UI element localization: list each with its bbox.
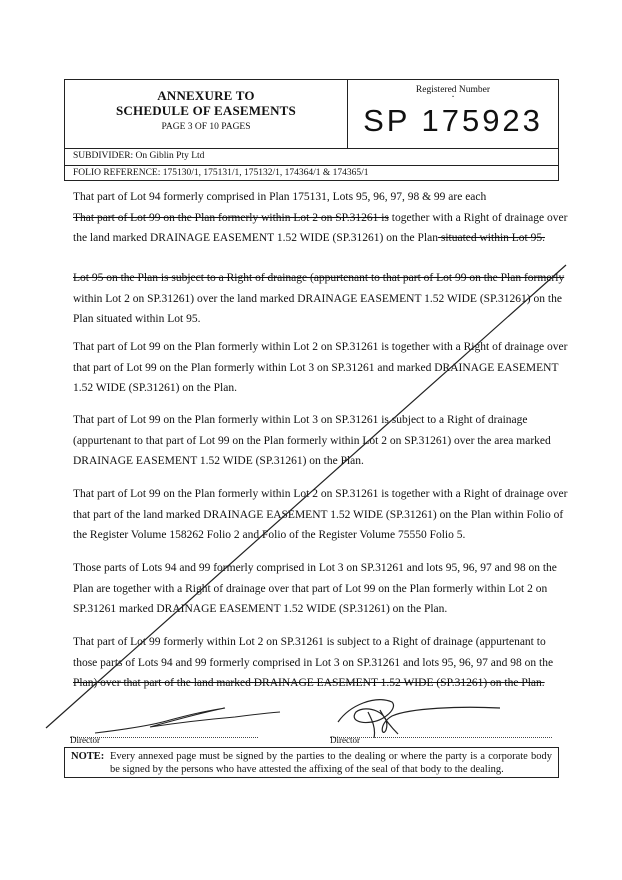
text-run: the Register Volume 158262 Folio 2 and Folio of the Register Volume 75550 Folio 5. — [73, 529, 466, 541]
struck-text: Plan) over that part of the land marked DRAINAGE EASEMENT 1.52 WIDE (SP.31261) on the Plan. — [73, 677, 545, 689]
folio-reference-row: FOLIO REFERENCE: 175130/1, 175131/1, 175132/1, 174364/1 & 174365/1 — [65, 165, 558, 182]
title-line-1: ANNEXURE TO — [157, 88, 255, 103]
text-run: That part of Lot 99 on the Plan formerly within Lot 2 on SP.31261 is together with a Right of drainage over — [73, 341, 568, 353]
text-run: Plan are together with a Right of drainage over that part of Lot 99 on the Plan formerly within Lot 2 on — [73, 582, 548, 595]
text-run: SP.31261 marked DRAINAGE EASEMENT 1.52 WIDE (SP.31261) on the Plan. — [73, 603, 448, 615]
title-line-2: SCHEDULE OF EASEMENTS — [116, 103, 296, 118]
text-run: That part of Lot 94 formerly comprised in Plan 175131, Lots 95, 96, 97, 98 & 99 are each — [73, 191, 487, 203]
text-run: 1.52 WIDE (SP.31261) on the Plan. — [73, 382, 237, 394]
text-run: DRAINAGE EASEMENT 1.52 WIDE (SP.31261) on the Plan. — [73, 455, 364, 467]
struck-text: That part of Lot 99 on the Plan formerly within Lot 2 on SP.31261 is — [73, 211, 389, 224]
note-box — [64, 747, 559, 778]
note-text: Every annexed page must be signed by the parties to the dealing or where the party is a corporate body be signed by the persons who have attested the affixing of the seal of that body to the dealing. — [110, 751, 552, 775]
note-label: NOTE: — [71, 751, 105, 762]
text-run: those parts of Lots 94 and 99 formerly comprised in Lot 3 on SP.31261 and lots 95, 96, 97 and 98 on the — [73, 656, 554, 669]
registered-number-label: Registered Number — [415, 85, 491, 95]
page-info: PAGE 3 OF 10 PAGES — [161, 122, 251, 132]
text-run: that part of the land marked DRAINAGE EASEMENT 1.52 WIDE (SP.31261) on the Plan within Folio of — [73, 508, 564, 521]
text-run: together with a Right of drainage over — [388, 211, 568, 224]
text-run: (appurtenant to that part of Lot 99 on the Plan formerly within Lot 2 on SP.31261) over the area marked — [73, 434, 551, 447]
struck-text: Lot 95 on the Plan is subject to a Right of drainage (appurtenant to that part of Lot 99 on the Plan formerly — [73, 272, 565, 284]
cancellation-diagonal — [46, 265, 566, 728]
left-signature-label: Director — [70, 735, 100, 745]
text-run: That part of Lot 99 formerly within Lot 2 on SP.31261 is subject to a Right of drainage (appurtenant to — [73, 636, 546, 648]
subdivider-row: SUBDIVIDER: On Giblin Pty Ltd — [65, 148, 558, 165]
right-signature-scribble — [338, 700, 500, 738]
right-signature-line — [330, 737, 552, 738]
text-run: That part of Lot 99 on the Plan formerly within Lot 2 on SP.31261 is together with a Right of drainage over — [73, 488, 568, 500]
dot-mark: · — [451, 92, 455, 103]
text-run: the land marked DRAINAGE EASEMENT 1.52 WIDE (SP.31261) on the Plan — [73, 232, 438, 244]
right-signature-label: Director — [330, 735, 360, 745]
text-run: that part of Lot 99 on the Plan formerly within Lot 3 on SP.31261 and marked DRAINAGE EASEMENT — [73, 361, 559, 374]
registered-number: SP 175923 — [363, 103, 543, 138]
text-run: Those parts of Lots 94 and 99 formerly comprised in Lot 3 on SP.31261 and lots 95, 96, 97 and 98 on the — [73, 562, 557, 574]
text-run: Plan situated within Lot 95. — [73, 313, 201, 325]
text-run: within Lot 2 on SP.31261) over the land marked DRAINAGE EASEMENT 1.52 WIDE (SP.31261) on the — [73, 292, 562, 305]
left-signature-scribble — [95, 708, 280, 733]
struck-text: situated within Lot 95. — [437, 232, 545, 244]
text-run: That part of Lot 99 on the Plan formerly within Lot 3 on SP.31261 is subject to a Right of drainage — [73, 414, 528, 426]
